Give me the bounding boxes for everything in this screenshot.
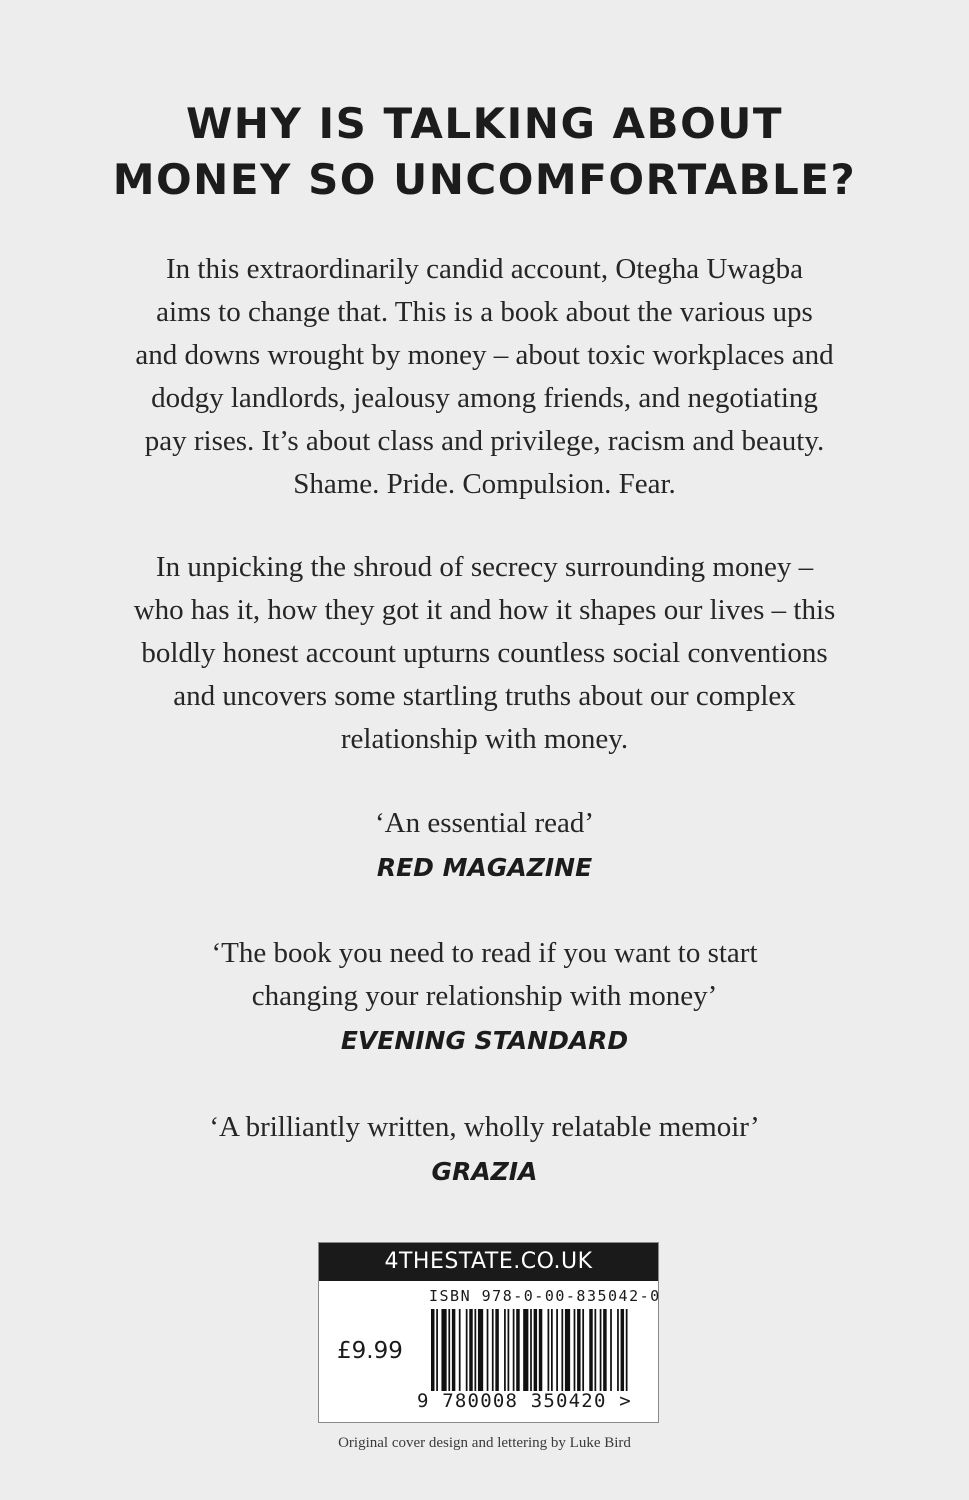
heading-line: MONEY SO UNCOMFORTABLE? [112,155,857,204]
barcode-icon [431,1309,631,1391]
blurb-line: boldly honest account upturns countless social conventions [141,637,828,669]
blurb-line: relationship with money. [340,723,629,755]
cover-heading [0,96,969,208]
review-source-3: GRAZIA [431,1157,538,1186]
review-quote-3 [60,1106,909,1149]
quote-line: ‘An essential read’ [374,807,594,839]
quote-line: ‘A brilliantly written, wholly relatable memoir’ [209,1111,760,1143]
barcode-digits: 9 780008 350420 > [417,1390,632,1412]
blurb-line: who has it, how they got it and how it shapes our lives – this [133,594,836,626]
review-quote-1 [60,802,909,845]
blurb-paragraph-1 [90,248,879,506]
blurb-paragraph-2 [90,546,879,761]
price-label: £9.99 [337,1338,403,1364]
blurb-line: and uncovers some startling truths about our complex [173,680,796,712]
isbn-number: ISBN 978-0-00-835042-0 [429,1287,661,1305]
cover-credit: Original cover design and lettering by Luke Bird [338,1435,631,1451]
blurb-line: In unpicking the shroud of secrecy surrounding money – [155,551,814,583]
heading-line: WHY IS TALKING ABOUT [185,99,784,148]
quote-line: changing your relationship with money’ [251,980,718,1012]
blurb-line: Shame. Pride. Compulsion. Fear. [293,468,676,500]
barcode-panel [318,1242,659,1423]
publisher-website: 4THESTATE.CO.UK [319,1243,658,1281]
blurb-line: and downs wrought by money – about toxic workplaces and [135,339,834,371]
blurb-line: In this extraordinarily candid account, Otegha Uwagba [166,253,803,285]
review-source-2: EVENING STANDARD [340,1026,629,1055]
blurb-line: aims to change that. This is a book about the various ups [156,296,813,328]
review-quote-2 [60,932,909,1018]
blurb-line: pay rises. It’s about class and privilege, racism and beauty. [144,425,825,457]
review-source-1: RED MAGAZINE [376,853,593,882]
quote-line: ‘The book you need to read if you want to start [211,937,758,969]
blurb-line: dodgy landlords, jealousy among friends, and negotiating [151,382,818,414]
